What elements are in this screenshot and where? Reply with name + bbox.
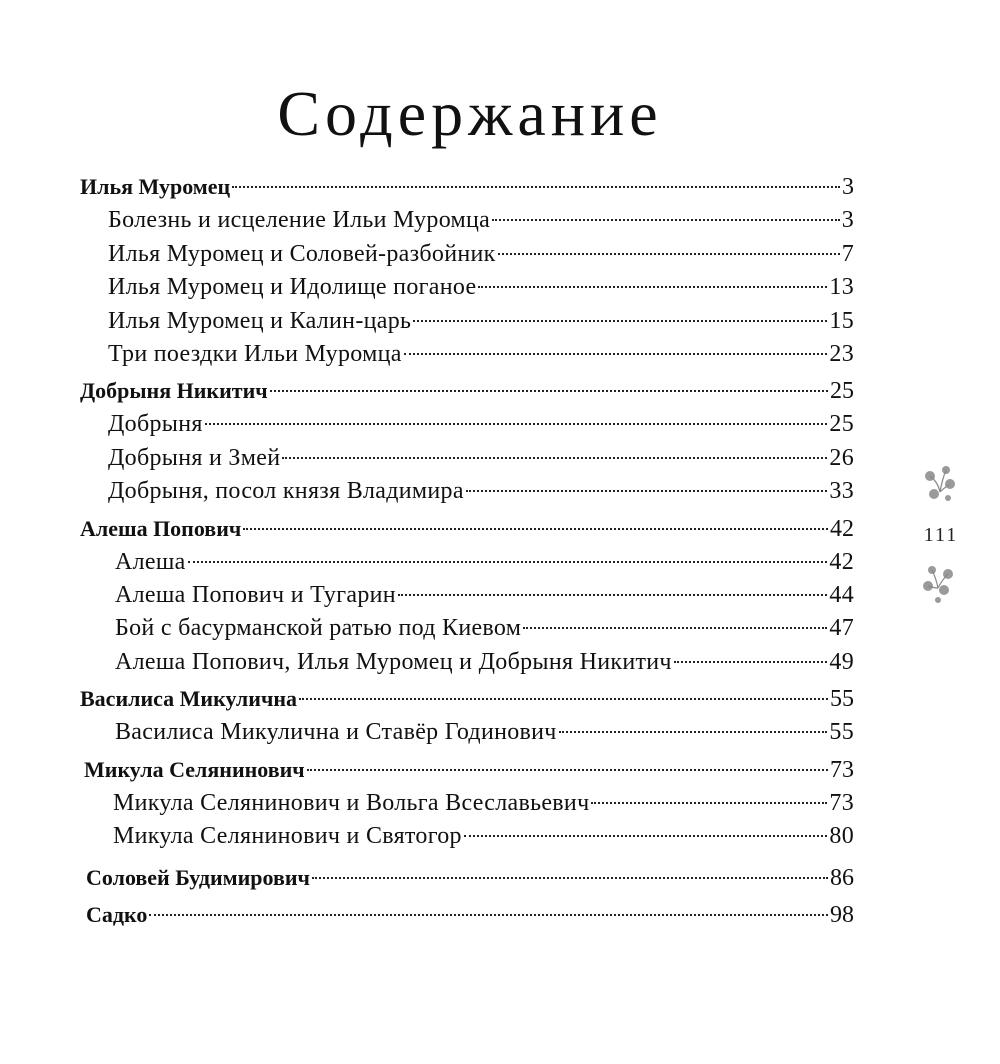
dot-leader xyxy=(307,769,828,771)
dot-leader xyxy=(466,490,828,492)
toc-item-title: Василиса Микулична и Ставёр Годинович xyxy=(115,719,557,745)
toc-page-number: 80 xyxy=(829,823,854,849)
toc-item[interactable] xyxy=(115,611,854,645)
toc-section-title: Микула Селянинович xyxy=(84,757,305,782)
toc-page-number: 26 xyxy=(829,445,854,471)
toc-item[interactable] xyxy=(113,819,854,853)
toc-page-number: 42 xyxy=(829,549,854,575)
toc-page-number: 47 xyxy=(829,615,854,641)
toc-item-title: Микула Селянинович и Святогор xyxy=(113,823,462,849)
toc-item-title: Алеша Попович, Илья Муромец и Добрыня Никитич xyxy=(115,649,672,675)
toc-section[interactable] xyxy=(86,861,854,895)
dot-leader xyxy=(188,561,828,563)
toc-item[interactable] xyxy=(113,786,854,820)
toc-section[interactable] xyxy=(80,170,854,204)
toc-item-title: Бой с басурманской ратью под Киевом xyxy=(115,615,522,641)
toc-section-title: Садко xyxy=(86,902,148,927)
dot-leader xyxy=(282,457,827,459)
toc-item[interactable] xyxy=(108,203,854,237)
dot-leader xyxy=(205,423,828,425)
toc-section-title: Василиса Микулична xyxy=(80,686,298,711)
floral-sprig-icon xyxy=(918,462,962,506)
dot-leader xyxy=(270,390,828,392)
toc-page-number: 49 xyxy=(829,649,854,675)
toc-item[interactable] xyxy=(115,545,854,579)
toc-page-number: 23 xyxy=(829,341,854,367)
toc-page-number: 7 xyxy=(841,241,854,267)
dot-leader xyxy=(591,802,827,804)
dot-leader xyxy=(464,835,828,837)
toc-item[interactable] xyxy=(115,578,854,612)
toc-item-title: Алеша xyxy=(115,549,186,575)
toc-section-title: Добрыня Никитич xyxy=(80,378,268,403)
dot-leader xyxy=(674,661,828,663)
toc-item-title: Илья Муромец и Калин-царь xyxy=(108,308,412,334)
dot-leader xyxy=(559,731,828,733)
dot-leader xyxy=(492,219,840,221)
toc-page-number: 15 xyxy=(829,308,854,334)
toc-section[interactable] xyxy=(80,682,854,716)
floral-sprig-icon xyxy=(918,560,962,604)
toc-section[interactable] xyxy=(80,512,854,546)
dot-leader xyxy=(413,320,827,322)
dot-leader xyxy=(498,253,840,255)
dot-leader xyxy=(523,627,827,629)
toc-page-number: 33 xyxy=(829,478,854,504)
toc-page-number: 25 xyxy=(830,378,854,404)
toc-item[interactable] xyxy=(108,270,854,304)
toc-page-number: 3 xyxy=(841,207,854,233)
toc-page-number: 73 xyxy=(829,790,854,816)
toc-item[interactable] xyxy=(108,237,854,271)
toc-item[interactable] xyxy=(108,407,854,441)
toc-page-number: 3 xyxy=(842,174,854,200)
toc-item-title: Илья Муромец и Идолище поганое xyxy=(108,274,477,300)
dot-leader xyxy=(149,914,828,916)
dot-leader xyxy=(243,528,828,530)
page-title: Содержание xyxy=(277,78,663,149)
toc-page-number: 44 xyxy=(829,582,854,608)
toc-item-title: Добрыня и Змей xyxy=(108,445,281,471)
toc-item[interactable] xyxy=(115,715,854,749)
toc-item-title: Добрыня xyxy=(108,411,203,437)
toc-item-title: Болезнь и исцеление Ильи Муромца xyxy=(108,207,491,233)
toc-item[interactable] xyxy=(115,645,854,679)
toc-item-title: Добрыня, посол князя Владимира xyxy=(108,478,464,504)
toc-page-number: 13 xyxy=(829,274,854,300)
toc-item-title: Микула Селянинович и Вольга Всеславьевич xyxy=(113,790,590,816)
dot-leader xyxy=(404,353,828,355)
toc-item-title: Алеша Попович и Тугарин xyxy=(115,582,396,608)
toc-page-number: 55 xyxy=(829,719,854,745)
toc-page-number: 73 xyxy=(830,757,854,783)
toc-item[interactable] xyxy=(108,304,854,338)
toc-page-number: 25 xyxy=(829,411,854,437)
toc-section-title: Илья Муромец xyxy=(80,174,231,199)
toc-item[interactable] xyxy=(108,474,854,508)
toc-page-number: 55 xyxy=(830,686,854,712)
toc-page-number: 98 xyxy=(830,902,854,928)
toc-item[interactable] xyxy=(108,337,854,371)
toc-section[interactable] xyxy=(80,374,854,408)
page-number: 111 xyxy=(923,524,959,546)
dot-leader xyxy=(299,698,828,700)
toc-item-title: Три поездки Ильи Муромца xyxy=(108,341,402,367)
toc-section[interactable] xyxy=(86,898,854,932)
dot-leader xyxy=(478,286,827,288)
toc-page-number: 86 xyxy=(830,865,854,891)
toc-page-number: 42 xyxy=(830,516,854,542)
dot-leader xyxy=(232,186,840,188)
toc-item-title: Илья Муромец и Соловей-разбойник xyxy=(108,241,496,267)
toc-item[interactable] xyxy=(108,441,854,475)
toc-section-title: Соловей Будимирович xyxy=(86,865,310,890)
dot-leader xyxy=(398,594,827,596)
toc-section[interactable] xyxy=(84,753,854,787)
toc-section-title: Алеша Попович xyxy=(80,516,242,541)
dot-leader xyxy=(312,877,828,879)
